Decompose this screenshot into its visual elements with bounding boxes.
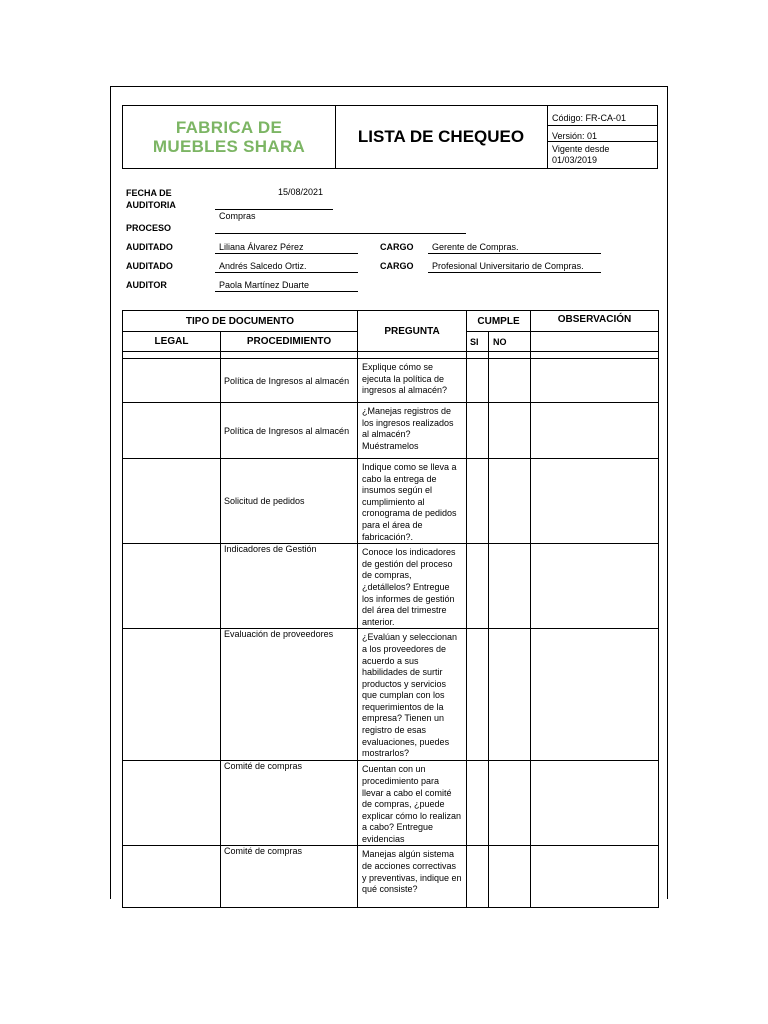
- no-cell[interactable]: [489, 629, 531, 761]
- table-row: [123, 629, 659, 761]
- document-header: [122, 105, 658, 169]
- procedimiento-cell: Comité de compras: [221, 846, 358, 908]
- cargo2-underline: [428, 272, 601, 273]
- legal-cell: [123, 629, 221, 761]
- procedimiento-cell: Solicitud de pedidos: [221, 459, 358, 544]
- fecha-value: 15/08/2021: [278, 187, 324, 197]
- company-name-line1: FABRICA DE: [175, 118, 283, 137]
- checklist-table: [122, 310, 659, 908]
- document-valid-since: Vigente desde 01/03/2019: [552, 144, 610, 165]
- legal-cell: [123, 403, 221, 459]
- pregunta-cell: Indique como se lleva a cabo la entrega de insumos según el cumplimiento al cronograma de pedidos para el área de fabricación?.: [358, 459, 467, 544]
- procedimiento-cell: Política de Ingresos al almacén: [221, 359, 358, 403]
- si-cell[interactable]: [467, 403, 489, 459]
- procedimiento-cell: Evaluación de proveedores: [221, 629, 358, 761]
- observacion-cell[interactable]: [531, 544, 659, 629]
- pregunta-cell: Explique cómo se ejecuta la política de ingresos al almacén?: [358, 359, 467, 403]
- table-row: [123, 761, 659, 846]
- no-cell[interactable]: [489, 761, 531, 846]
- observacion-cell[interactable]: [531, 761, 659, 846]
- table-row: [123, 403, 659, 459]
- si-cell[interactable]: [467, 629, 489, 761]
- auditado2-label: AUDITADO: [126, 261, 173, 271]
- pregunta-cell: ¿Evalúan y seleccionan a los proveedores de acuerdo a sus habilidades de surtir productos y servicios que cumplan con los requerimientos de la empresa? Tienen un registro de esas evaluaciones, puedes mostrarlos?: [358, 629, 467, 761]
- header-procedimiento: PROCEDIMIENTO: [221, 332, 358, 352]
- pregunta-cell: Conoce los indicadores de gestión del proceso de compras, ¿detállelos? Entregue los informes de gestión del área del trimestre anterior.: [358, 544, 467, 629]
- legal-cell: [123, 359, 221, 403]
- no-cell[interactable]: [489, 403, 531, 459]
- table-row: [123, 459, 659, 544]
- observacion-cell[interactable]: [531, 359, 659, 403]
- procedimiento-cell: Indicadores de Gestión: [221, 544, 358, 629]
- header-cumple: CUMPLE: [467, 311, 531, 332]
- table-row: [123, 359, 659, 403]
- no-cell[interactable]: [489, 544, 531, 629]
- procedimiento-cell: Política de Ingresos al almacén: [221, 403, 358, 459]
- auditado2-underline: [215, 272, 358, 273]
- legal-cell: [123, 459, 221, 544]
- cargo1-label: CARGO: [380, 242, 414, 252]
- cargo2-value: Profesional Universitario de Compras.: [432, 261, 584, 271]
- cargo1-value: Gerente de Compras.: [432, 242, 519, 252]
- auditado2-value: Andrés Salcedo Ortiz.: [219, 261, 307, 271]
- si-cell[interactable]: [467, 846, 489, 908]
- no-cell[interactable]: [489, 459, 531, 544]
- si-cell[interactable]: [467, 544, 489, 629]
- legal-cell: [123, 544, 221, 629]
- no-cell[interactable]: [489, 359, 531, 403]
- observacion-cell[interactable]: [531, 459, 659, 544]
- header-si: SI: [467, 332, 489, 352]
- document-meta: [547, 106, 657, 168]
- header-legal: LEGAL: [123, 332, 221, 352]
- observacion-cell[interactable]: [531, 846, 659, 908]
- company-name-line2: MUEBLES SHARA: [152, 137, 306, 156]
- auditado1-underline: [215, 253, 358, 254]
- proceso-underline: [215, 233, 466, 234]
- document-title: LISTA DE CHEQUEO: [335, 106, 548, 168]
- company-logo: [123, 106, 336, 168]
- auditado1-value: Liliana Álvarez Pérez: [219, 242, 304, 252]
- cargo2-label: CARGO: [380, 261, 414, 271]
- no-cell[interactable]: [489, 846, 531, 908]
- fecha-label: FECHA DE AUDITORIA: [126, 188, 176, 210]
- auditado1-label: AUDITADO: [126, 242, 173, 252]
- cargo1-underline: [428, 253, 601, 254]
- procedimiento-cell: Comité de compras: [221, 761, 358, 846]
- legal-cell: [123, 761, 221, 846]
- header-no: NO: [489, 332, 531, 352]
- table-row: [123, 544, 659, 629]
- auditor-label: AUDITOR: [126, 280, 167, 290]
- document-version: Versión: 01: [547, 126, 657, 142]
- pregunta-cell: Cuentan con un procedimiento para llevar a cabo el comité de compras, ¿puede explicar cómo lo realizan a cabo? Entregue evidencias: [358, 761, 467, 846]
- proceso-value: Compras: [219, 211, 256, 221]
- header-pregunta: PREGUNTA: [358, 311, 467, 352]
- header-tipo-documento: TIPO DE DOCUMENTO: [123, 311, 358, 332]
- proceso-label: PROCESO: [126, 223, 172, 233]
- legal-cell: [123, 846, 221, 908]
- auditor-underline: [215, 291, 358, 292]
- fecha-underline: [215, 209, 333, 210]
- observacion-cell[interactable]: [531, 403, 659, 459]
- header-observacion: OBSERVACIÓN: [531, 311, 659, 332]
- table-row: [123, 846, 659, 908]
- pregunta-cell: Manejas algún sistema de acciones correctivas y preventivas, indique en qué consiste?: [358, 846, 467, 908]
- si-cell[interactable]: [467, 359, 489, 403]
- si-cell[interactable]: [467, 761, 489, 846]
- observacion-cell[interactable]: [531, 629, 659, 761]
- auditor-value: Paola Martínez Duarte: [219, 280, 310, 290]
- document-code: Código: FR-CA-01: [547, 106, 657, 126]
- si-cell[interactable]: [467, 459, 489, 544]
- pregunta-cell: ¿Manejas registros de los ingresos realizados al almacén? Muéstramelos: [358, 403, 467, 459]
